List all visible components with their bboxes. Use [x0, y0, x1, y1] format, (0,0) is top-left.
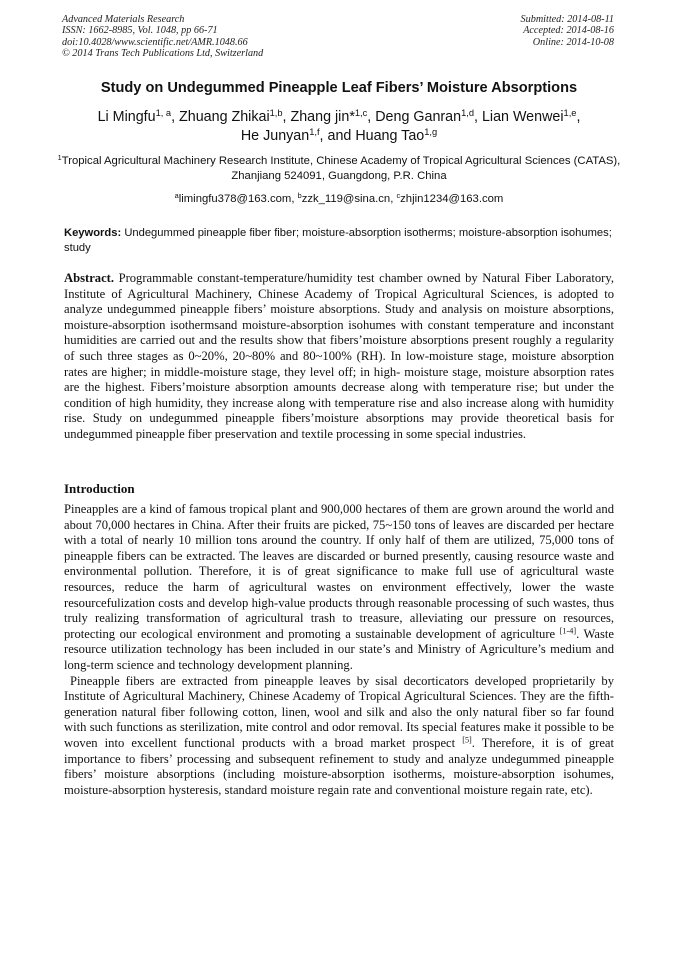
affiliation-text: Tropical Agricultural Machinery Research Institute, Chinese Academy of Tropical Agricultural Sciences (CATAS), Zhanjiang 524091, Guangdong, P.R. China	[61, 155, 621, 182]
author	[482, 109, 580, 125]
author-name: He Junyan	[240, 128, 310, 144]
abstract-text: Programmable constant-temperature/humidity test chamber owned by Natural Fiber Laboratory, Institute of Agricultural Machinery, Chinese Academy of Tropical Agricultural Sciences, is adopted to analyze undegummed pineapple fibers’ moisture absorptions. Study and analysis on moisture absorptions, moisture-absorption isothermsand moisture-absorption isohumes with constant temperature and inconstant humidities are carried out and the results show that fibers’moisture absorptions present roughly a regularity of such three stages as 0~20%, 20~80% and 80~100% (RH). In low-moisture stage, moisture absorption rates are higher; in middle-moisture stage, they level off; in high- moisture stage, moisture absorption rates are the highest. Fibers’moisture absorption amounts decrease along with temperature rise; but under the condition of high humidity, they increase along with temperature rise and also increase along with humidity rise. Study on undegummed pineapple fibers’moisture absorptions may provide theoretical basis for undegummed pineapple fiber preservation and textile processing in some special industries.	[64, 271, 614, 441]
paragraph-text: Pineapples are a kind of famous tropical plant and 900,000 hectares of them are grown around the world and about 70,000 hectares in China. After their fruits are picked, 75~150 tons of leaves are discarded per hectare with a total of nearly 10 million tons around the country. If only half of them are utilized, 75,000 tons of pineapple fibers can be extracted. The leaves are discarded or burned presently, causing resource waste and environmental pollution. Therefore, it is of great significance to make full use of agricultural waste resources, reduce the harm of agricultural wastes on environment effectively, lower the waste resourcefulization costs and develop high-value products through reasonable processing of such wastes, thus truly realizing transformation of agricultural trash to treasure, alleviating our pressure on resources, protecting our ecological environment and promoting a sustainable development of agriculture	[64, 502, 614, 641]
author-list	[40, 108, 638, 146]
intro-paragraph-2	[64, 674, 614, 799]
author-name: Zhuang Zhikai	[179, 109, 270, 125]
accepted-date: Accepted: 2014-08-16	[523, 25, 614, 37]
affiliation-sup: 1	[57, 152, 62, 162]
email-link[interactable]: zzk_119@sina.cn	[301, 193, 391, 205]
intro-paragraph-1	[64, 502, 614, 674]
abstract	[64, 271, 614, 443]
author-affil-sup: 1,g	[424, 126, 438, 137]
keywords-text: Undegummed pineapple fiber fiber; moisture-absorption isotherms; moisture-absorption isohumes; study	[64, 227, 612, 254]
author-separator: ,	[473, 109, 482, 125]
citation-ref[interactable]: [1-4]	[559, 626, 577, 636]
affiliation	[50, 154, 628, 184]
issn-line: ISSN: 1662-8985, Vol. 1048, pp 66-71	[62, 25, 218, 37]
author-separator: ,	[576, 109, 581, 125]
author-name: Lian Wenwei	[481, 109, 564, 125]
author-name: Huang Tao	[355, 128, 425, 144]
email-sup: b	[297, 190, 302, 200]
journal-name: Advanced Materials Research	[62, 14, 185, 25]
author-name: Li Mingfu	[97, 109, 156, 125]
paragraph-text: Pineapple fibers are extracted from pineapple leaves by sisal decorticators developed proprietarily by Institute of Agricultural Machinery, Chinese Academy of Tropical Agricultural Sciences. They are the fifth-generation natural fiber following cotton, linen, wool and silk and also the only natural fiber so far found with such functions as sterilization, mite control and odor removal. Its special features make it possible to be woven into excellent functional products with a broad market prospect	[64, 673, 614, 750]
author-separator: , and	[319, 128, 356, 144]
email-sup: a	[174, 190, 179, 200]
author-name: Deng Ganran	[375, 109, 462, 125]
author	[98, 109, 179, 125]
email-separator: ,	[390, 193, 397, 205]
author-affil-sup: 1, a	[155, 107, 172, 118]
author	[179, 109, 290, 125]
publication-dates	[521, 14, 614, 48]
author-affil-sup: 1,b	[269, 107, 283, 118]
email-list	[40, 192, 638, 206]
author-separator: ,	[171, 109, 180, 125]
paragraph-text: . Waste resource utilization technology has been included in our state’s and Ministry of Agriculture’s medium and long-term science and technology development planning.	[64, 626, 614, 672]
introduction-heading: Introduction	[64, 481, 135, 496]
author-affil-sup: 1,f	[309, 126, 320, 137]
abstract-label: Abstract.	[64, 271, 115, 285]
email-link[interactable]: zhjin1234@163.com	[400, 193, 504, 205]
author-affil-sup: 1,c	[354, 107, 368, 118]
journal-info	[62, 14, 263, 60]
author-name: Zhang jin*	[290, 109, 355, 125]
author	[375, 109, 482, 125]
introduction-body	[64, 502, 614, 798]
paragraph-text: . Therefore, it is of great importance to fibers’ processing and subsequent refinement to study and analyze undegummed pineapple fibers’ moisture absorptions (including moisture-absorption isotherms, moisture-absorption isohumes, moisture-absorption hysteresis, standard moisture regain rate and conventional moisture regain rate, etc).	[64, 735, 614, 797]
submitted-date: Submitted: 2014-08-11	[520, 14, 614, 25]
author-separator: ,	[367, 109, 376, 125]
email-sup: c	[396, 190, 401, 200]
author	[291, 109, 376, 125]
paper-title: Study on Undegummed Pineapple Leaf Fibers’ Moisture Absorptions	[100, 80, 578, 96]
online-date: Online: 2014-10-08	[532, 36, 614, 48]
email-separator: ,	[291, 193, 298, 205]
keywords-block	[64, 226, 614, 255]
keywords-label: Keywords:	[64, 227, 122, 239]
author-affil-sup: 1,e	[563, 107, 577, 118]
citation-ref[interactable]: [5]	[462, 735, 472, 745]
copyright-line: © 2014 Trans Tech Publications Ltd, Switzerland	[62, 48, 264, 60]
author	[241, 128, 355, 144]
author	[355, 128, 437, 144]
doi-line: doi:10.4028/www.scientific.net/AMR.1048.66	[62, 36, 248, 48]
author-separator: ,	[282, 109, 291, 125]
email-link[interactable]: limingfu378@163.com	[178, 193, 292, 205]
author-affil-sup: 1,d	[461, 107, 474, 118]
